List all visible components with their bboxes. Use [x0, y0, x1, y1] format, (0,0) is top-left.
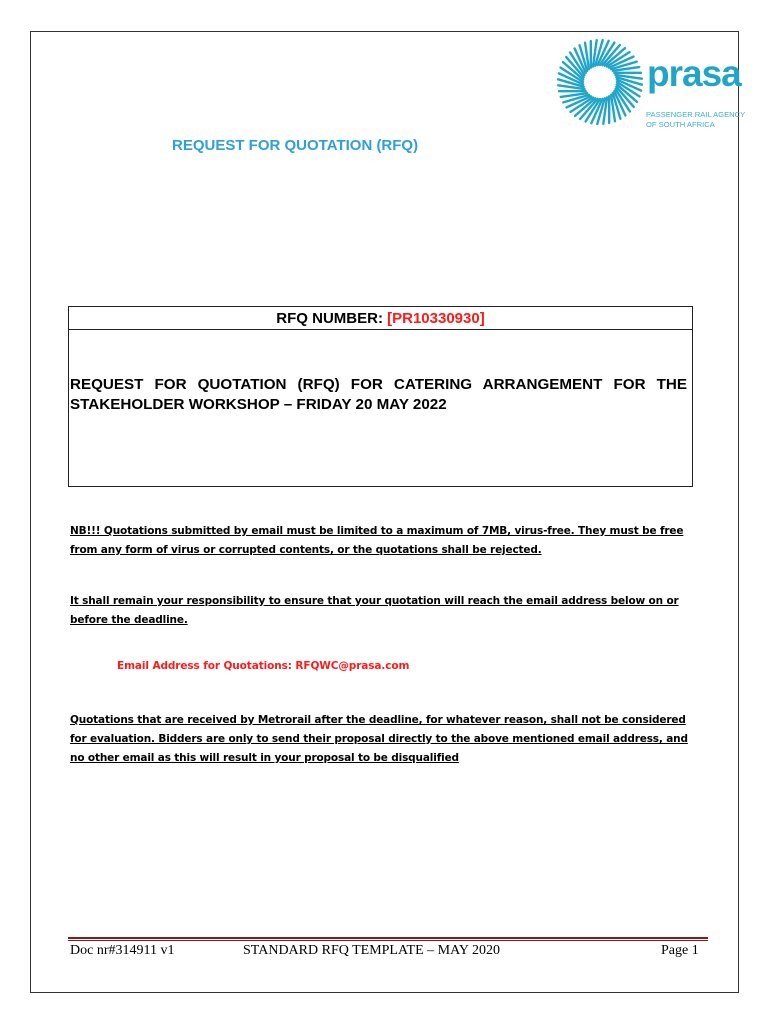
rfq-number-value: [PR10330930]	[387, 310, 485, 327]
prasa-sunburst-icon	[555, 37, 645, 127]
prasa-logo	[555, 37, 745, 137]
page-title: REQUEST FOR QUOTATION (RFQ)	[172, 137, 419, 154]
footer-doc-number: Doc nr#314911 v1	[70, 943, 175, 958]
logo-subtitle	[646, 110, 745, 130]
nb-notice: NB!!! Quotations submitted by email must be limited to a maximum of 7MB, virus-free. They must be free from any form of virus or corrupted contents, or the quotations shall be rejected.	[70, 525, 684, 556]
email-address-line: Email Address for Quotations: RFQWC@prasa.com	[117, 660, 410, 672]
logo-subtitle-line2: OF SOUTH AFRICA	[646, 120, 715, 129]
logo-wordmark: prasa	[647, 53, 741, 94]
rfq-number-label: RFQ NUMBER:	[276, 310, 388, 327]
footer-rule	[68, 937, 708, 939]
footer-template-name: STANDARD RFQ TEMPLATE – MAY 2020	[243, 943, 501, 958]
footer-page-number: Page 1	[661, 943, 699, 958]
rfq-box	[68, 306, 693, 487]
rfq-number-row	[69, 307, 692, 330]
footer-rule-thin	[68, 940, 708, 941]
responsibility-notice: It shall remain your responsibility to ensure that your quotation will reach the email address below on or before the deadline.	[70, 595, 679, 626]
logo-subtitle-line1: PASSENGER RAIL AGENCY	[646, 110, 746, 119]
rfq-description: REQUEST FOR QUOTATION (RFQ) FOR CATERING ARRANGEMENT FOR THE STAKEHOLDER WORKSHOP – FRIDAY 20 MAY 2022	[70, 376, 687, 413]
page-border	[30, 31, 739, 993]
late-submission-notice: Quotations that are received by Metrorail after the deadline, for whatever reason, shall not be considered for evaluation. Bidders are only to send their proposal directly to the above mentioned email address, and no other email as this will result in your proposal to be disqualified	[70, 714, 688, 764]
